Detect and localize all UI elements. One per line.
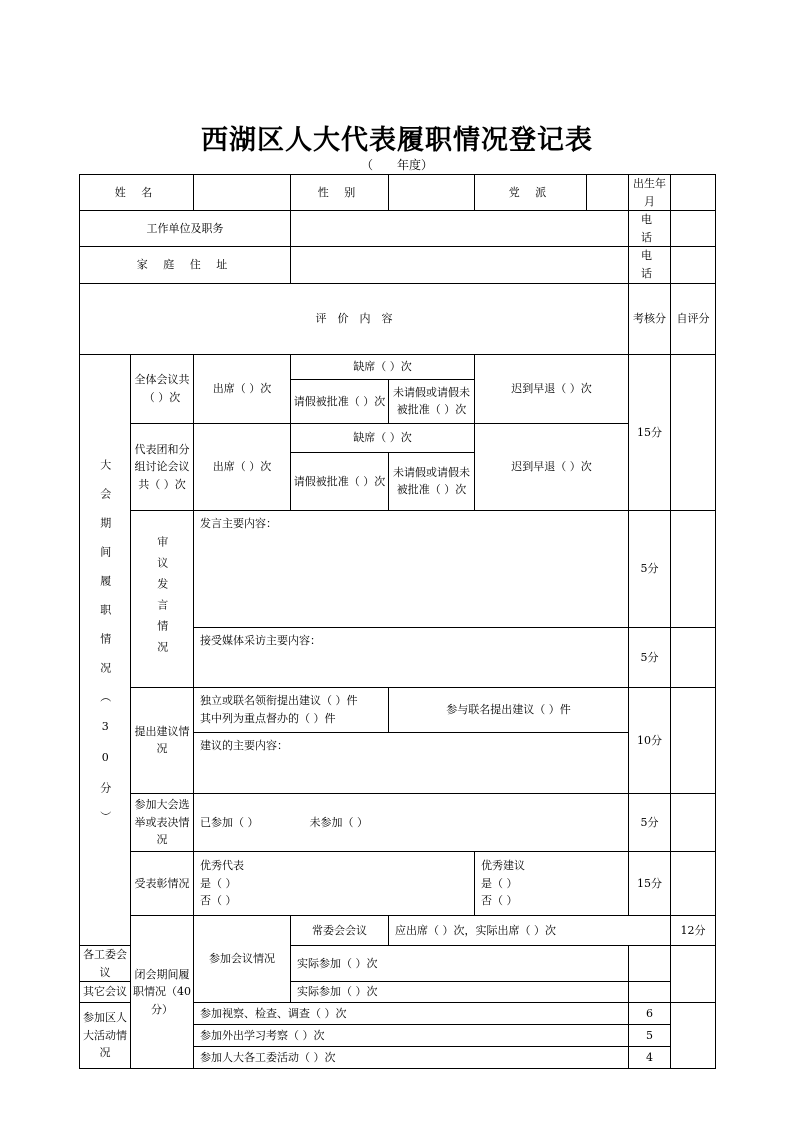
plenary-not-approved: 未请假或请假未被批准（ ）次: [389, 379, 475, 423]
work-field[interactable]: [291, 211, 629, 247]
meeting-self-score[interactable]: [671, 354, 716, 510]
phone-field[interactable]: [671, 211, 716, 247]
activities-label: 参加区人大活动情况: [80, 1003, 131, 1069]
inspect-score: 6: [629, 1003, 671, 1025]
session-section-text: 大会期间履职情况（30分）: [98, 459, 112, 841]
plenary-absent: 缺席（ ）次: [291, 354, 475, 379]
gender-label: 性 别: [291, 175, 389, 211]
self-score-header: 自评分: [671, 283, 716, 354]
group-attend: 出席（ ）次: [194, 423, 291, 510]
election-not-joined: 未参加（ ）: [309, 815, 368, 829]
honor-rep-title: 优秀代表: [200, 859, 244, 873]
session-section-label: [80, 354, 131, 945]
gender-field[interactable]: [389, 175, 475, 211]
group-not-approved: 未请假或请假未被批准（ ）次: [389, 452, 475, 510]
election-status: [194, 793, 629, 851]
speech-label-text: 审议发言情况: [155, 535, 169, 662]
birth-label: 出生年月: [629, 175, 671, 211]
phone2-field[interactable]: [671, 247, 716, 283]
proposal-joint: 参与联名提出建议（ ）件: [389, 687, 629, 732]
registration-form-table: [79, 174, 716, 1069]
year-subtitle: （ 年度）: [360, 158, 433, 172]
committee-content: 实际参加（ ）次: [291, 945, 629, 981]
election-score: 5分: [629, 793, 671, 851]
proposal-lead-text: 独立或联名领衔提出建议（ ）件: [200, 694, 358, 708]
honor-prop-no: 否（ ）: [481, 894, 518, 908]
media-score: 5分: [629, 627, 671, 687]
proposal-score: 10分: [629, 687, 671, 793]
other-meeting-score: [629, 982, 671, 1003]
recess-section-label: 闭会期间履职情况（40分）: [131, 915, 194, 1068]
honor-rep-no: 否（ ）: [200, 894, 237, 908]
activities-self-score[interactable]: [671, 1003, 716, 1069]
committee-score: [629, 945, 671, 981]
election-joined: 已参加（ ）: [200, 815, 259, 829]
page-title: 西湖区人大代表履职情况登记表: [201, 125, 593, 156]
election-self-score[interactable]: [671, 793, 716, 851]
honor-rep: [194, 851, 475, 915]
inspect-activity: 参加视察、检查、调查（ ）次: [194, 1003, 629, 1025]
honor-prop-title: 优秀建议: [481, 859, 525, 873]
eval-content-header: 评 价 内 容: [80, 283, 629, 354]
proposal-key-text: 其中列为重点督办的（ ）件: [200, 711, 336, 725]
standing-content: 应出席（ ）次，实际出席（ ）次: [389, 915, 671, 945]
standing-score: 12分: [671, 915, 716, 945]
honor-score: 15分: [629, 851, 671, 915]
phone-label: 电 话: [629, 211, 671, 247]
plenary-late: 迟到早退（ ）次: [475, 354, 629, 423]
media-interview-content[interactable]: 接受媒体采访主要内容：: [194, 627, 629, 687]
committee-activity: 参加人大各工委活动（ ）次: [194, 1047, 629, 1069]
standing-label: 常委会会议: [291, 915, 389, 945]
meeting-score: 15分: [629, 354, 671, 510]
honor-label: 受表彰情况: [131, 851, 194, 915]
speech-main-content[interactable]: 发言主要内容：: [194, 510, 629, 627]
score-header: 考核分: [629, 283, 671, 354]
proposal-lead: [194, 687, 389, 732]
proposal-label: 提出建议情况: [131, 687, 194, 793]
speech-label: [131, 510, 194, 687]
proposal-self-score[interactable]: [671, 687, 716, 793]
election-label: 参加大会选举或表决情况: [131, 793, 194, 851]
other-meeting-label: 其它会议: [80, 982, 131, 1003]
committee-activity-score: 4: [629, 1047, 671, 1069]
proposal-content[interactable]: 建议的主要内容：: [194, 732, 629, 793]
plenary-attend: 出席（ ）次: [194, 354, 291, 423]
honor-self-score[interactable]: [671, 851, 716, 915]
party-label: 党 派: [475, 175, 587, 211]
study-score: 5: [629, 1025, 671, 1047]
work-label: 工作单位及职务: [80, 211, 291, 247]
address-field[interactable]: [291, 247, 629, 283]
honor-prop: [475, 851, 629, 915]
speech-score: 5分: [629, 510, 671, 627]
group-leave-approved: 请假被批准（ ）次: [291, 452, 389, 510]
group-absent: 缺席（ ）次: [291, 423, 475, 452]
speech-self-score[interactable]: [671, 510, 716, 627]
name-label: 姓 名: [80, 175, 194, 211]
group-late: 迟到早退（ ）次: [475, 423, 629, 510]
study-activity: 参加外出学习考察（ ）次: [194, 1025, 629, 1047]
party-field[interactable]: [587, 175, 629, 211]
plenary-leave-approved: 请假被批准（ ）次: [291, 379, 389, 423]
group-label: 代表团和分组讨论会议共（ ）次: [131, 423, 194, 510]
honor-prop-yes: 是（ ）: [481, 876, 518, 890]
phone2-label: 电 话: [629, 247, 671, 283]
media-self-score[interactable]: [671, 627, 716, 687]
name-field[interactable]: [194, 175, 291, 211]
address-label: 家 庭 住 址: [80, 247, 291, 283]
honor-rep-yes: 是（ ）: [200, 876, 237, 890]
plenary-label: 全体会议共（ ）次: [131, 354, 194, 423]
committee-label: 各工委会议: [80, 945, 131, 981]
birth-field[interactable]: [671, 175, 716, 211]
recess-meetings-label: 参加会议情况: [194, 915, 291, 1002]
other-meeting-content: 实际参加（ ）次: [291, 982, 629, 1003]
